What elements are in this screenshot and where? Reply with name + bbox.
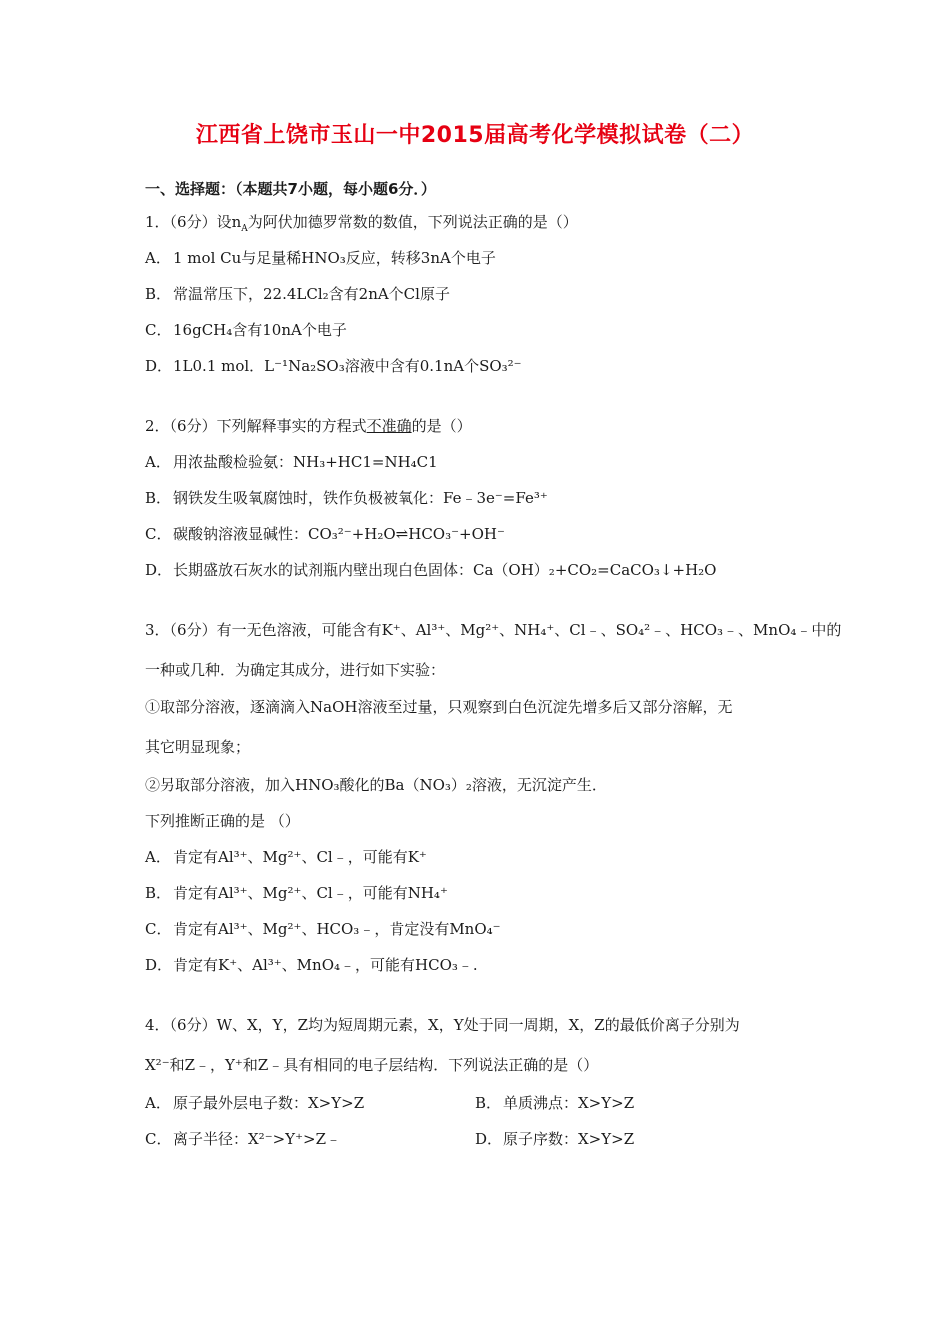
q4-stem-line1: 4．（6分）W、X，Y，Z均为短周期元素，X，Y处于同一周期，X，Z的最低价离子分别为 xyxy=(145,1016,740,1034)
q2-option-b xyxy=(145,488,548,508)
option-label: B． xyxy=(475,1094,502,1112)
q1-option-b xyxy=(145,284,450,304)
q3-option-c xyxy=(145,919,501,939)
q3-experiment1-line1: ①取部分溶液，逐滴滴入NaOH溶液至过量，只观察到白色沉淀先增多后又部分溶解，无 xyxy=(145,698,733,716)
option-text: 碳酸钠溶液显碱性：CO₃²⁻+H₂O⇌HCO₃⁻+OH⁻ xyxy=(173,525,505,543)
option-text: 长期盛放石灰水的试剂瓶内壁出现白色固体：Ca（OH）₂+CO₂=CaCO₃↓+H₂O xyxy=(173,561,717,579)
q2-stem-part: 2．（6分）下列解释事实的方程式 xyxy=(145,417,367,435)
q1-stem-part: 1．（6分）设n xyxy=(145,213,242,231)
q1-stem xyxy=(145,212,578,232)
option-label: C． xyxy=(145,920,172,938)
q3-experiment2: ②另取部分溶液，加入HNO₃酸化的Ba（NO₃）₂溶液，无沉淀产生． xyxy=(145,776,607,794)
option-label: C． xyxy=(145,525,172,543)
q3-option-d xyxy=(145,955,478,975)
q2-option-a xyxy=(145,452,438,472)
option-text: 常温常压下，22.4LCl₂含有2nA个Cl原子 xyxy=(173,285,450,303)
q1-stem-part: 为阿伏加德罗常数的数值，下列说法正确的是（） xyxy=(247,213,578,231)
option-label: A． xyxy=(145,848,171,866)
option-label: A． xyxy=(145,1094,171,1112)
q4-option-d xyxy=(475,1129,634,1149)
q2-stem xyxy=(145,416,472,436)
q4-option-a xyxy=(145,1093,364,1113)
option-text: 原子最外层电子数：X>Y>Z xyxy=(173,1094,365,1112)
q4-option-c xyxy=(145,1129,341,1149)
option-text: 肯定有Al³⁺、Mg²⁺、Cl﹣，可能有K⁺ xyxy=(173,848,427,866)
q1-option-d xyxy=(145,356,522,376)
q3-ask: 下列推断正确的是 （） xyxy=(145,812,300,830)
q1-option-c xyxy=(145,320,347,340)
option-label: D． xyxy=(145,956,173,974)
q3-stem-line1: 3．（6分）有一无色溶液，可能含有K⁺、Al³⁺、Mg²⁺、NH₄⁺、Cl﹣、SO₄²﹣、HCO₃﹣、MnO₄﹣中的 xyxy=(145,621,842,639)
option-label: B． xyxy=(145,489,172,507)
q2-stem-underlined: 不准确 xyxy=(366,417,412,435)
option-label: D． xyxy=(145,357,173,375)
q2-stem-part: 的是（） xyxy=(411,417,472,435)
option-text: 钢铁发生吸氧腐蚀时，铁作负极被氧化：Fe﹣3e⁻=Fe³⁺ xyxy=(173,489,548,507)
option-text: 1L0.1 mol．L⁻¹Na₂SO₃溶液中含有0.1nA个SO₃²⁻ xyxy=(173,357,522,375)
q1-option-a xyxy=(145,248,496,268)
option-text: 离子半径：X²⁻>Y⁺>Z﹣ xyxy=(173,1130,341,1148)
option-label: D． xyxy=(475,1130,503,1148)
q4-option-b xyxy=(475,1093,634,1113)
option-text: 肯定有K⁺、Al³⁺、MnO₄﹣，可能有HCO₃﹣. xyxy=(173,956,478,974)
q1-stem-sub: A xyxy=(241,224,248,234)
q3-option-a xyxy=(145,847,427,867)
option-label: B． xyxy=(145,285,172,303)
option-text: 1 mol Cu与足量稀HNO₃反应，转移3nA个电子 xyxy=(173,249,496,267)
option-label: C． xyxy=(145,1130,172,1148)
option-label: C． xyxy=(145,321,172,339)
option-text: 用浓盐酸检验氨：NH₃+HC1=NH₄C1 xyxy=(173,453,438,471)
option-label: B． xyxy=(145,884,172,902)
q3-experiment1-line2: 其它明显现象； xyxy=(145,738,251,756)
option-label: A． xyxy=(145,453,171,471)
option-label: A． xyxy=(145,249,171,267)
option-text: 原子序数：X>Y>Z xyxy=(503,1130,635,1148)
q4-stem-line2: X²⁻和Z﹣，Y⁺和Z﹣具有相同的电子层结构．下列说法正确的是（） xyxy=(145,1056,599,1074)
q3-option-b xyxy=(145,883,448,903)
option-text: 肯定有Al³⁺、Mg²⁺、HCO₃﹣，肯定没有MnO₄⁻ xyxy=(173,920,501,938)
q2-option-d xyxy=(145,560,716,580)
option-label: D． xyxy=(145,561,173,579)
option-text: 16gCH₄含有10nA个电子 xyxy=(173,321,347,339)
q3-stem-line2: 一种或几种．为确定其成分，进行如下实验： xyxy=(145,661,446,679)
exam-title: 江西省上饶市玉山一中2015届高考化学模拟试卷（二） xyxy=(195,123,755,148)
q2-option-c xyxy=(145,524,505,544)
option-text: 单质沸点：X>Y>Z xyxy=(503,1094,635,1112)
option-text: 肯定有Al³⁺、Mg²⁺、Cl﹣，可能有NH₄⁺ xyxy=(173,884,448,902)
section-heading: 一、选择题：（本题共7小题，每小题6分．） xyxy=(145,180,436,198)
